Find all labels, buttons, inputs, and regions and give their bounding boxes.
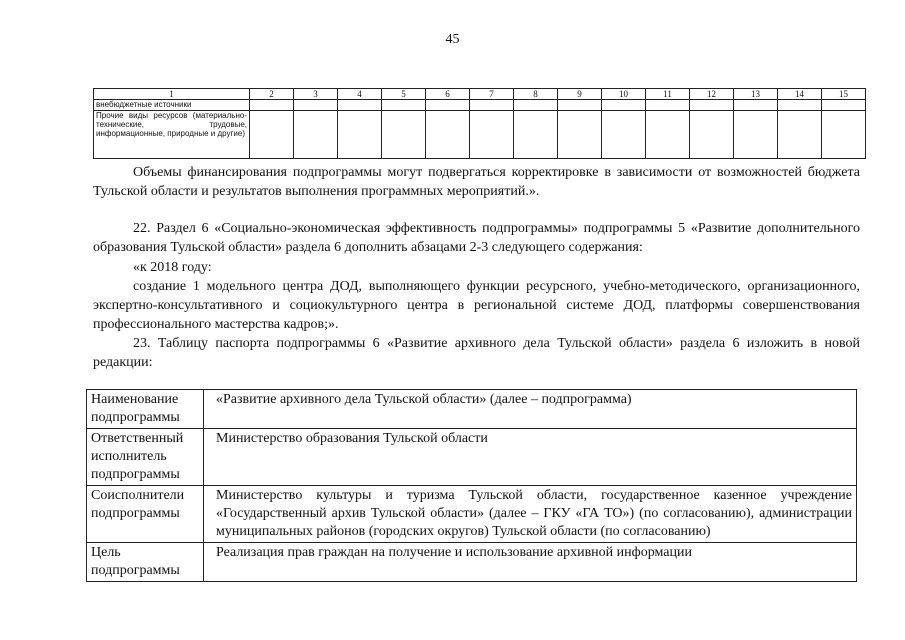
table-cell bbox=[646, 100, 690, 111]
column-header: 7 bbox=[470, 89, 514, 100]
table-row bbox=[87, 429, 857, 486]
table-cell bbox=[778, 100, 822, 111]
table-row bbox=[94, 100, 866, 111]
column-header: 2 bbox=[250, 89, 294, 100]
column-header: 3 bbox=[294, 89, 338, 100]
table-cell bbox=[822, 111, 866, 159]
passport-label: Ответственный исполнитель подпрограммы bbox=[87, 429, 204, 486]
table-cell bbox=[382, 111, 426, 159]
paragraph-financing-note: Объемы финансирования подпрограммы могут подвергаться корректировке в зависимости от возможностей бюджета Тульской области и результатов выполнения программных мероприятий.». bbox=[93, 165, 860, 199]
column-header: 4 bbox=[338, 89, 382, 100]
table-cell bbox=[426, 111, 470, 159]
table-cell bbox=[734, 100, 778, 111]
row-label: Прочие виды ресурсов (материально-технические, трудовые, информационные, природные и другие) bbox=[94, 111, 250, 159]
column-header: 6 bbox=[426, 89, 470, 100]
financing-table-header-row bbox=[94, 89, 866, 100]
table-cell bbox=[294, 111, 338, 159]
table-cell bbox=[514, 100, 558, 111]
table-cell bbox=[558, 100, 602, 111]
table-cell bbox=[778, 111, 822, 159]
table-cell bbox=[470, 111, 514, 159]
passport-table bbox=[86, 389, 857, 582]
table-cell bbox=[646, 111, 690, 159]
table-cell bbox=[734, 111, 778, 159]
table-row bbox=[87, 390, 857, 429]
column-header: 9 bbox=[558, 89, 602, 100]
page-number: 45 bbox=[445, 32, 460, 47]
table-cell bbox=[338, 100, 382, 111]
passport-value: Министерство культуры и туризма Тульской области, государственное казенное учреждение «Государственный архив Тульской области» (далее – ГКУ «ГА ТО») (по согласованию), администрации муниципальных районов (городских округов) Тульской области (по согласованию) bbox=[204, 486, 857, 543]
passport-value: Реализация прав граждан на получение и использование архивной информации bbox=[204, 543, 857, 582]
table-cell bbox=[690, 100, 734, 111]
paragraph-year: «к 2018 году: bbox=[133, 260, 212, 275]
table-cell bbox=[382, 100, 426, 111]
financing-table bbox=[93, 88, 866, 159]
column-header: 15 bbox=[822, 89, 866, 100]
table-cell bbox=[514, 111, 558, 159]
passport-value: «Развитие архивного дела Тульской области» (далее – подпрограмма) bbox=[204, 390, 857, 429]
table-cell bbox=[470, 100, 514, 111]
table-cell bbox=[250, 100, 294, 111]
table-cell bbox=[602, 100, 646, 111]
passport-label: Соисполнители подпрограммы bbox=[87, 486, 204, 543]
column-header: 8 bbox=[514, 89, 558, 100]
table-cell bbox=[338, 111, 382, 159]
column-header: 1 bbox=[94, 89, 250, 100]
table-cell bbox=[690, 111, 734, 159]
passport-label: Цель подпрограммы bbox=[87, 543, 204, 582]
table-cell bbox=[602, 111, 646, 159]
passport-value: Министерство образования Тульской области bbox=[204, 429, 857, 486]
row-label: внебюджетные источники bbox=[94, 100, 250, 111]
column-header: 14 bbox=[778, 89, 822, 100]
paragraph-item-22: 22. Раздел 6 «Социально-экономическая эффективность подпрограммы» подпрограммы 5 «Развитие дополнительного образования Тульской области» раздела 6 дополнить абзацами 2-3 следующего содержания: bbox=[93, 221, 860, 255]
column-header: 11 bbox=[646, 89, 690, 100]
column-header: 12 bbox=[690, 89, 734, 100]
table-row bbox=[87, 543, 857, 582]
table-cell bbox=[822, 100, 866, 111]
paragraph-model-center: создание 1 модельного центра ДОД, выполняющего функции ресурсного, учебно-методического, организационного, экспертно-консультативного и социокультурного центра в региональной системе ДОД, платформы совершенствования профессионального мастерства кадров;». bbox=[93, 279, 860, 332]
column-header: 5 bbox=[382, 89, 426, 100]
table-cell bbox=[426, 100, 470, 111]
column-header: 10 bbox=[602, 89, 646, 100]
table-row bbox=[94, 111, 866, 159]
passport-label: Наименование подпрограммы bbox=[87, 390, 204, 429]
table-cell bbox=[294, 100, 338, 111]
table-cell bbox=[250, 111, 294, 159]
column-header: 13 bbox=[734, 89, 778, 100]
table-row bbox=[87, 486, 857, 543]
paragraph-item-23: 23. Таблицу паспорта подпрограммы 6 «Развитие архивного дела Тульской области» раздела 6 изложить в новой редакции: bbox=[93, 336, 860, 370]
table-cell bbox=[558, 111, 602, 159]
